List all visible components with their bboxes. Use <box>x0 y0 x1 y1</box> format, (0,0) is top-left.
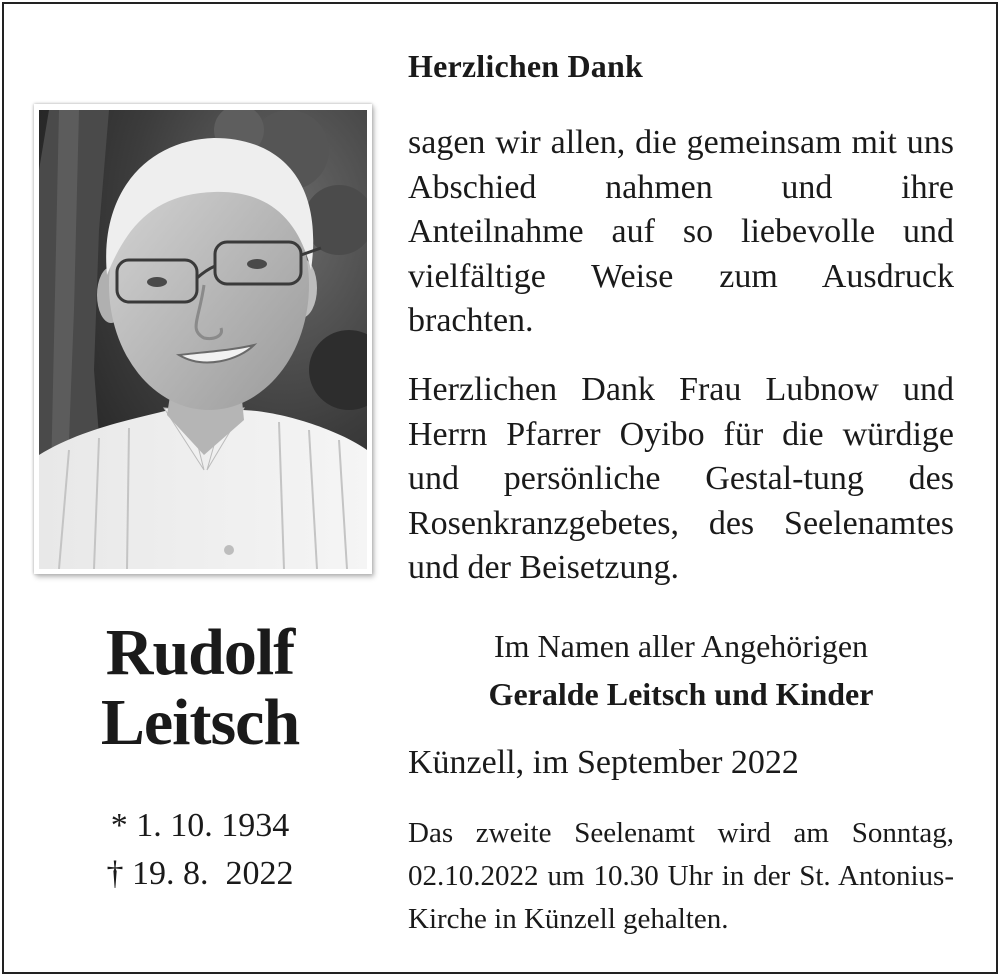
service-note: Das zweite Seelenamt wird am Sonntag, 02.10.2022 um 10.30 Uhr in der St. Antonius-Kirche in Künzell gehalten. <box>408 817 954 935</box>
portrait-photo-frame <box>34 104 372 574</box>
death-date: † 19. 8. 2022 <box>106 855 294 892</box>
closing-line: Im Namen aller Angehörigen <box>493 628 869 664</box>
thanks-paragraph: sagen wir allen, die gemeinsam mit uns Abschied nahmen und ihre Anteilnahme auf so liebevolle und vielfältige Weise zum Ausdruck brachten. <box>408 124 954 339</box>
life-dates <box>60 802 340 898</box>
signatories: Geralde Leitsch und Kinder <box>488 676 874 712</box>
last-name: Leitsch <box>100 686 300 759</box>
portrait-photo <box>39 110 367 569</box>
deceased-name <box>60 618 340 758</box>
notice-heading: Herzlichen Dank <box>408 48 643 84</box>
closing-block <box>408 622 954 718</box>
place-date: Künzell, im September 2022 <box>408 744 799 781</box>
acknowledgement-paragraph: Herzlichen Dank Frau Lubnow und Herrn Pfarrer Oyibo für die würdige und persönliche Gestal-tung des Rosenkranzgebetes, des Seelenamtes und der Beisetzung. <box>408 371 954 586</box>
first-name: Rudolf <box>105 616 295 689</box>
birth-date: * 1. 10. 1934 <box>110 807 290 844</box>
